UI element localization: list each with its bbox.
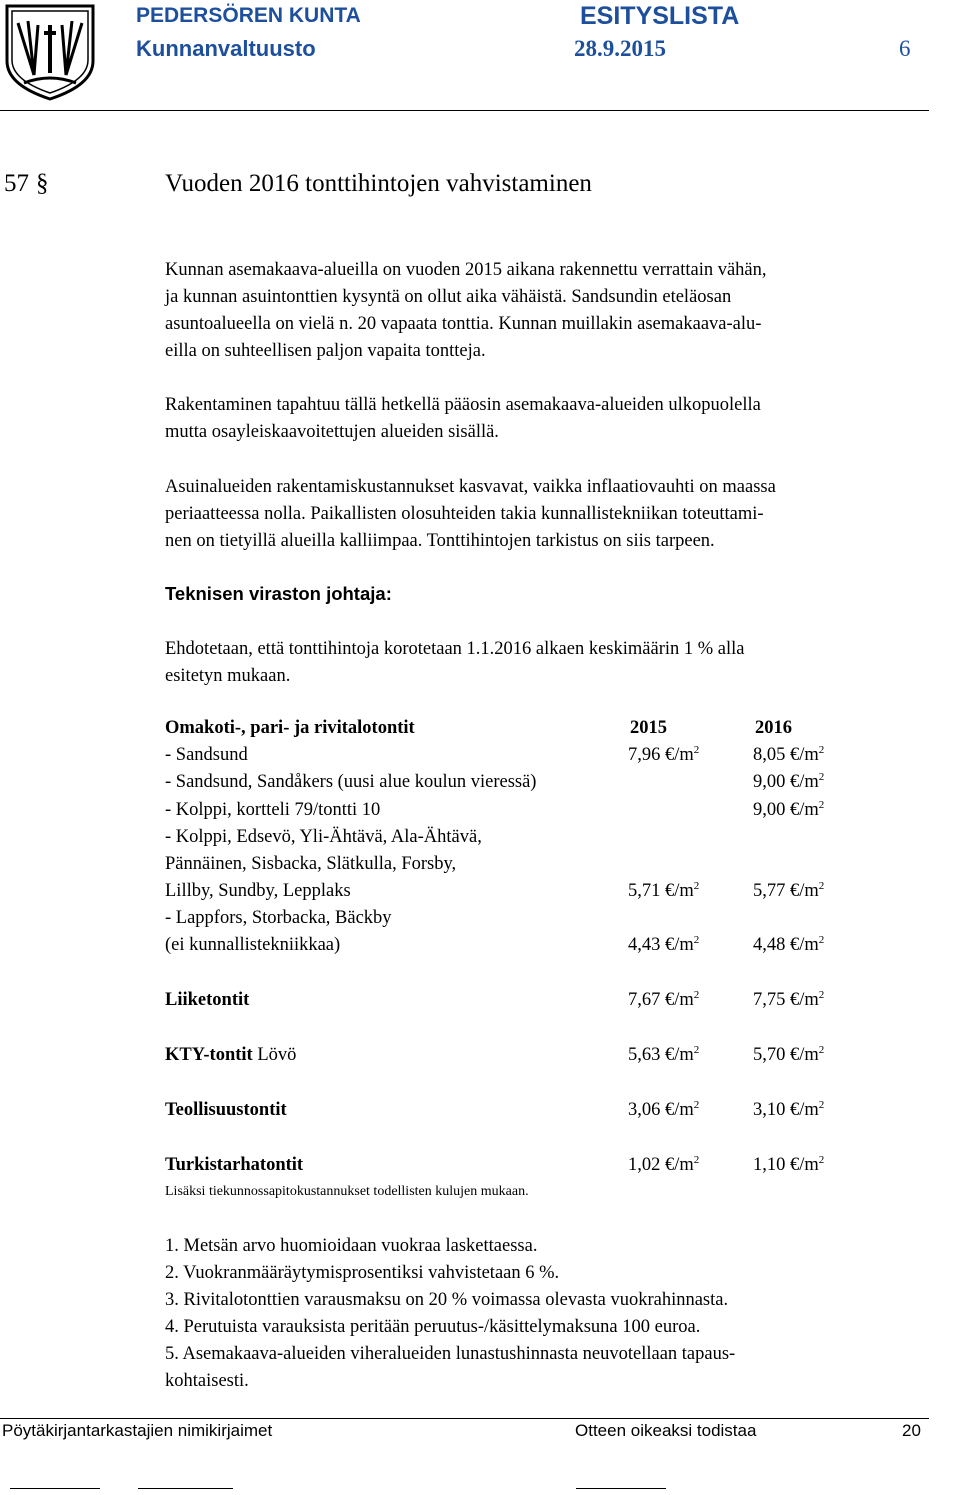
price-2016: 3,10 $€/m^2$: [753, 1099, 825, 1120]
footer-divider: [0, 1418, 929, 1419]
table-header-2016: 2016: [755, 718, 792, 738]
section-title: Vuoden 2016 tonttihintojen vahvistaminen: [165, 170, 592, 197]
table-row-label: - Sandsund: [165, 745, 248, 765]
footer-initials-label: Pöytäkirjantarkastajien nimikirjaimet: [2, 1421, 273, 1440]
price-2016: 7,75 $€/m^2$: [753, 989, 825, 1010]
paragraph-line: esitetyn mukaan.: [165, 666, 291, 686]
table-row-label: Pännäinen, Sisbacka, Slätkulla, Forsby,: [165, 854, 457, 874]
paragraph-line: periaatteessa nolla. Paikallisten olosuhteiden takia kunnallistekniikan toteuttami-: [165, 504, 764, 524]
condition-item: 2. Vuokranmääräytymisprosentiksi vahvistetaan 6 %.: [165, 1263, 560, 1283]
category-label: Liiketontit: [165, 990, 250, 1010]
section-symbol: §: [36, 170, 49, 197]
price-2016: 8,05 $€/m^2$: [753, 744, 825, 765]
price-2016: 5,70 $€/m^2$: [753, 1044, 825, 1065]
proposal-heading: Teknisen viraston johtaja:: [165, 583, 392, 604]
paragraph-line: nen on tietyillä alueilla kalliimpaa. Tonttihintojen tarkistus on siis tarpeen.: [165, 531, 715, 551]
paragraph-line: eilla on suhteellisen paljon vapaita tontteja.: [165, 341, 486, 361]
price-2015: 3,06 $€/m^2$: [628, 1099, 700, 1120]
meeting-body: Kunnanvaltuusto: [136, 36, 316, 61]
footer-certification-label: Otteen oikeaksi todistaa: [575, 1421, 757, 1440]
price-2015: 1,02 $€/m^2$: [628, 1154, 700, 1175]
category-label: Turkistarhatontit: [165, 1155, 304, 1175]
price-2015: 4,43 $€/m^2$: [628, 934, 700, 955]
price-2015: 7,67 $€/m^2$: [628, 989, 700, 1010]
municipality-name: PEDERSÖREN KUNTA: [136, 4, 361, 27]
table-row-label: - Sandsund, Sandåkers (uusi alue koulun vieressä): [165, 772, 537, 792]
signature-line: [576, 1488, 666, 1489]
page-number: 6: [899, 36, 911, 61]
price-2016: 4,48 $€/m^2$: [753, 934, 825, 955]
price-2015: 7,96 $€/m^2$: [628, 744, 700, 765]
paragraph-2: [165, 392, 761, 446]
table-row-label: - Kolppi, kortteli 79/tontti 10: [165, 800, 381, 820]
condition-item: kohtaisesti.: [165, 1371, 249, 1391]
paragraph-line: asuntoalueella on vielä n. 20 vapaata tonttia. Kunnan muillakin asemakaava-alu-: [165, 314, 762, 334]
condition-item: 4. Perutuista varauksista peritään peruutus-/käsittelymaksuna 100 euroa.: [165, 1317, 701, 1337]
condition-item: 5. Asemakaava-alueiden viheralueiden lunastushinnasta neuvotellaan tapaus-: [165, 1344, 736, 1364]
table-row-label: - Lappfors, Storbacka, Bäckby: [165, 908, 392, 928]
document-type: ESITYSLISTA: [580, 2, 740, 30]
condition-item: 1. Metsän arvo huomioidaan vuokraa laskettaessa.: [165, 1236, 538, 1256]
table-note: Lisäksi tiekunnossapitokustannukset todellisten kulujen mukaan.: [165, 1184, 529, 1199]
category-label: Teollisuustontit: [165, 1100, 287, 1120]
table-header-label: Omakoti-, pari- ja rivitalotontit: [165, 718, 415, 738]
section-number: 57: [4, 170, 29, 197]
price-2016: 1,10 $€/m^2$: [753, 1154, 825, 1175]
table-row-label: (ei kunnallistekniikkaa): [165, 935, 341, 955]
meeting-date: 28.9.2015: [574, 36, 666, 61]
signature-line: [10, 1488, 100, 1489]
paragraph-line: Ehdotetaan, että tonttihintoja korotetaan 1.1.2016 alkaen keskimäärin 1 % alla: [165, 639, 745, 659]
price-2016: 9,00 $€/m^2$: [753, 771, 825, 792]
paragraph-3: [165, 474, 776, 555]
price-2016: 5,77 $€/m^2$: [753, 880, 825, 901]
table-row-label: Lillby, Sundby, Lepplaks: [165, 881, 351, 901]
table-header-2015: 2015: [630, 718, 667, 738]
category-label: KTY-tontit Lövö: [165, 1045, 297, 1065]
paragraph-line: mutta osayleiskaavoitettujen alueiden sisällä.: [165, 422, 499, 442]
municipality-coat-of-arms-logo: [4, 3, 96, 101]
paragraph-line: Asuinalueiden rakentamiskustannukset kasvavat, vaikka inflaatiovauhti on maassa: [165, 477, 776, 497]
signature-line: [138, 1488, 233, 1489]
price-2015: 5,71 $€/m^2$: [628, 880, 700, 901]
paragraph-1: [165, 257, 767, 365]
header-divider: [0, 110, 929, 111]
conditions-list: [165, 1233, 735, 1395]
condition-item: 3. Rivitalotonttien varausmaksu on 20 % voimassa olevasta vuokrahinnasta.: [165, 1290, 729, 1310]
footer-page-number: 20: [902, 1421, 921, 1440]
table-row-label: - Kolppi, Edsevö, Yli-Ähtävä, Ala-Ähtävä,: [165, 827, 482, 847]
paragraph-line: Kunnan asemakaava-alueilla on vuoden 2015 aikana rakennettu verrattain vähän,: [165, 260, 767, 280]
paragraph-line: ja kunnan asuintonttien kysyntä on ollut aika vähäistä. Sandsundin eteläosan: [165, 287, 732, 307]
proposal-text: [165, 636, 744, 690]
price-2015: 5,63 $€/m^2$: [628, 1044, 700, 1065]
paragraph-line: Rakentaminen tapahtuu tällä hetkellä pääosin asemakaava-alueiden ulkopuolella: [165, 395, 761, 415]
price-2016: 9,00 $€/m^2$: [753, 799, 825, 820]
